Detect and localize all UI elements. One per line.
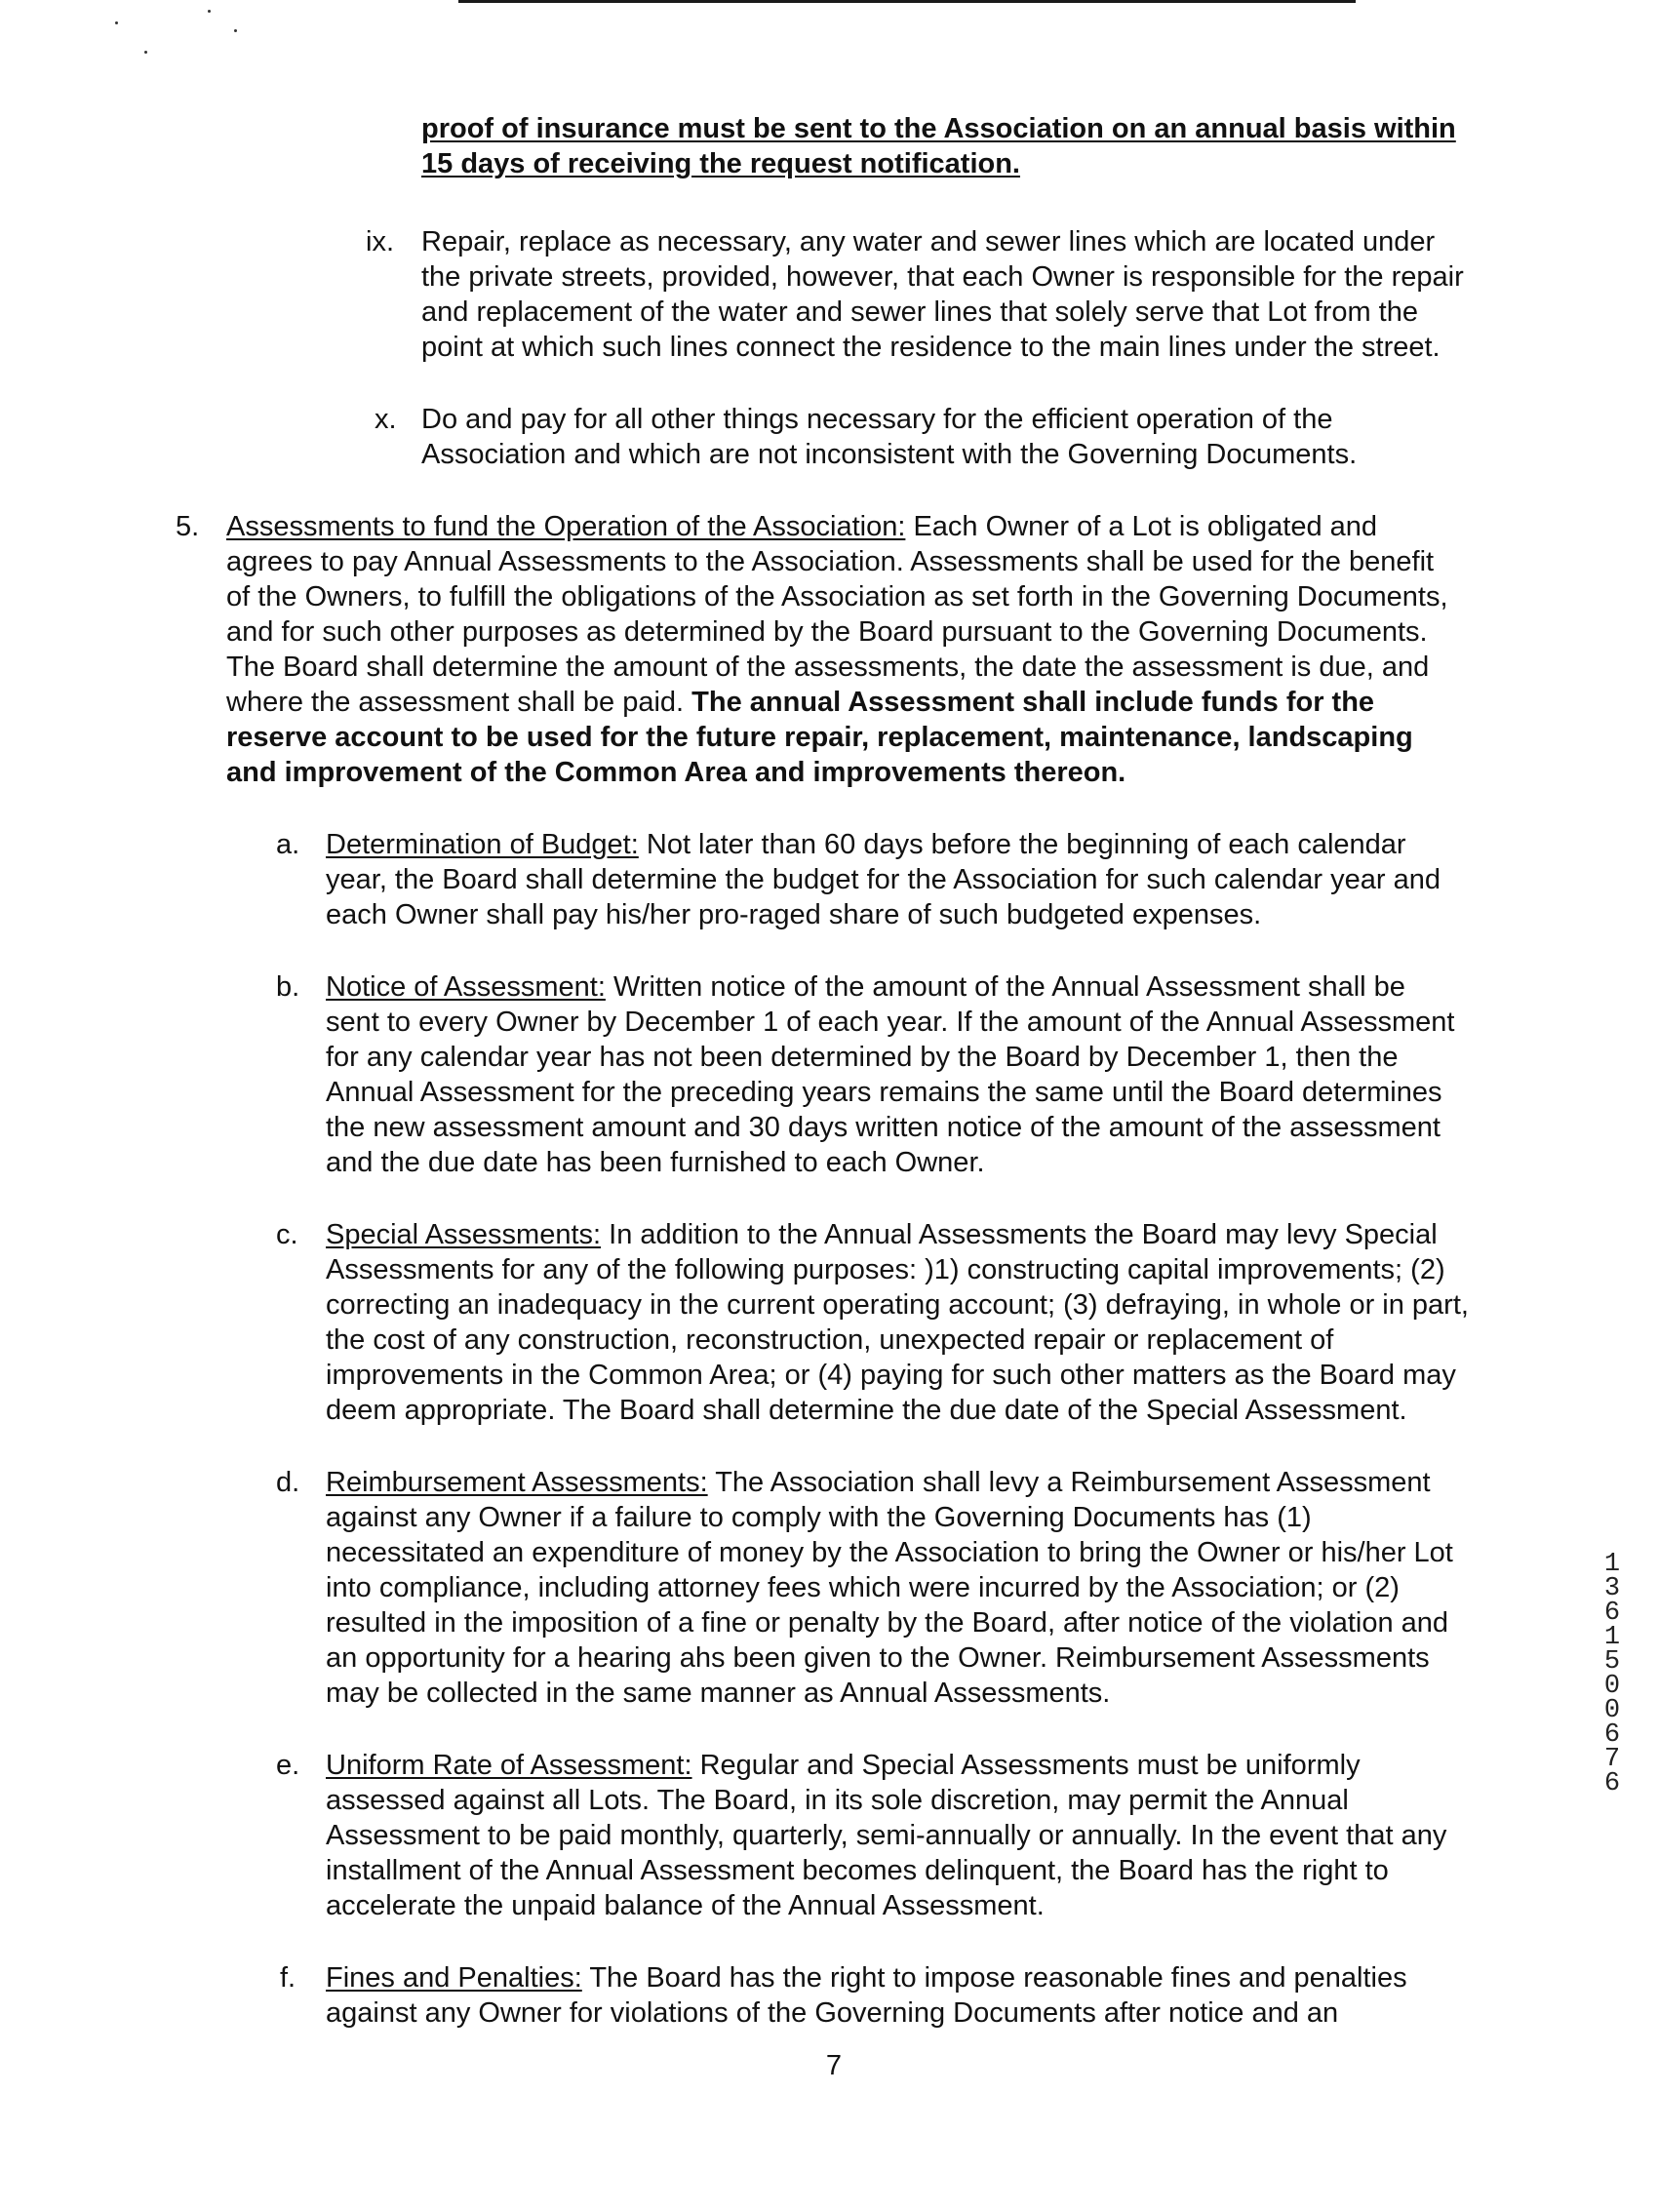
sub-c-marker: c. (276, 1219, 298, 1250)
sub-c-line: improvements in the Common Area; or (4) paying for such other matters as the Board may (326, 1360, 1456, 1391)
item-ix-line: Repair, replace as necessary, any water and sewer lines which are located under (421, 226, 1436, 257)
item-ix-line: and replacement of the water and sewer lines that solely serve that Lot from the (421, 296, 1418, 328)
section-5-line6-plain: where the assessment shall be paid. (226, 687, 692, 718)
scan-speck (234, 29, 237, 32)
item-x-line: Do and pay for all other things necessary for the efficient operation of the (421, 404, 1333, 435)
scan-speck (144, 51, 147, 54)
section-5-line: The Board shall determine the amount of the assessments, the date the assessment is due, and (226, 652, 1430, 683)
sub-e-line: installment of the Annual Assessment becomes delinquent, the Board has the right to (326, 1855, 1389, 1886)
sub-a-marker: a. (276, 829, 300, 860)
scan-speck (208, 10, 211, 13)
section-5-line: and for such other purposes as determined by the Board pursuant to the Governing Documents. (226, 616, 1428, 648)
sub-f-line1 (326, 1960, 1407, 1995)
sub-e-line: Assessment to be paid monthly, quarterly, semi-annually or annually. In the event that any (326, 1820, 1447, 1851)
sub-e-heading: Uniform Rate of Assessment: (326, 1750, 692, 1781)
section-5-bold-line: and improvement of the Common Area and improvements thereon. (226, 757, 1126, 788)
sub-f-marker: f. (280, 1962, 296, 1994)
sub-e-marker: e. (276, 1750, 300, 1781)
sub-c-line: deem appropriate. The Board shall determine the due date of the Special Assessment. (326, 1395, 1407, 1426)
sub-b-line1-rest: Written notice of the amount of the Annual Assessment shall be (605, 971, 1405, 1003)
sub-d-line1 (326, 1465, 1431, 1500)
sub-d-heading: Reimbursement Assessments: (326, 1467, 708, 1498)
sub-d-line: into compliance, including attorney fees which were incurred by the Association; or (2) (326, 1572, 1400, 1603)
sub-a-line1 (326, 827, 1406, 862)
sub-b-line: Annual Assessment for the preceding years remains the same until the Board determines (326, 1077, 1442, 1108)
item-ix-line: point at which such lines connect the residence to the main lines under the street. (421, 332, 1441, 363)
sub-d-line1-rest: The Association shall levy a Reimbursement Assessment (707, 1467, 1431, 1498)
insurance-line: 15 days of receiving the request notification. (421, 148, 1020, 179)
sub-e-line1 (326, 1748, 1361, 1783)
sub-d-line: an opportunity for a hearing ahs been given to the Owner. Reimbursement Assessments (326, 1642, 1430, 1674)
section-5-line: agrees to pay Annual Assessments to the Association. Assessments shall be used for the benefit (226, 546, 1435, 577)
sub-b-line: for any calendar year has not been determined by the Board by December 1, then the (326, 1042, 1399, 1073)
scan-speck (115, 21, 118, 24)
sub-f-line: against any Owner for violations of the Governing Documents after notice and an (326, 1997, 1339, 2029)
sub-f-heading: Fines and Penalties: (326, 1962, 582, 1994)
sub-a-line: year, the Board shall determine the budget for the Association for such calendar year and (326, 864, 1441, 895)
sub-d-line: resulted in the imposition of a fine or penalty by the Board, after notice of the violation and (326, 1607, 1449, 1639)
item-ix-line: the private streets, provided, however, that each Owner is responsible for the repair (421, 261, 1464, 293)
sub-e-line1-rest: Regular and Special Assessments must be uniformly (691, 1750, 1361, 1781)
recording-stamp: 1361500676 (1603, 1550, 1621, 1798)
sub-c-line: Assessments for any of the following purposes: )1) constructing capital improvements; (2) (326, 1254, 1445, 1285)
section-5-line6 (226, 685, 1374, 720)
sub-c-line: correcting an inadequacy in the current operating account; (3) defraying, in whole or in part, (326, 1289, 1469, 1321)
sub-c-line1-rest: In addition to the Annual Assessments the Board may levy Special (601, 1219, 1438, 1250)
sub-a-line: each Owner shall pay his/her pro-raged share of such budgeted expenses. (326, 899, 1262, 930)
sub-b-line: and the due date has been furnished to each Owner. (326, 1147, 985, 1178)
item-ix-marker: ix. (366, 226, 394, 257)
sub-d-line: may be collected in the same manner as Annual Assessments. (326, 1678, 1111, 1709)
insurance-line: proof of insurance must be sent to the Association on an annual basis within (421, 113, 1456, 144)
sub-e-line: assessed against all Lots. The Board, in its sole discretion, may permit the Annual (326, 1785, 1349, 1816)
item-x-line: Association and which are not inconsistent with the Governing Documents. (421, 439, 1358, 470)
sub-b-line: sent to every Owner by December 1 of each year. If the amount of the Annual Assessment (326, 1007, 1455, 1038)
item-x-marker: x. (375, 404, 397, 435)
sub-a-line1-rest: Not later than 60 days before the beginning of each calendar (638, 829, 1406, 860)
sub-c-line1 (326, 1217, 1438, 1252)
sub-b-heading: Notice of Assessment: (326, 971, 606, 1003)
sub-b-line1 (326, 969, 1405, 1005)
sub-d-marker: d. (276, 1467, 300, 1498)
sub-b-line: the new assessment amount and 30 days written notice of the amount of the assessment (326, 1112, 1441, 1143)
sub-a-heading: Determination of Budget: (326, 829, 639, 860)
sub-f-line1-rest: The Board has the right to impose reasonable fines and penalties (581, 1962, 1407, 1994)
section-5-marker: 5. (176, 511, 200, 542)
section-5-line6-bold: The annual Assessment shall include funds for the (691, 687, 1375, 718)
sub-d-line: against any Owner if a failure to comply with the Governing Documents has (1) (326, 1502, 1312, 1533)
top-edge-rule (458, 0, 1356, 3)
sub-c-line: the cost of any construction, reconstruction, unexpected repair or replacement of (326, 1324, 1334, 1356)
page-number: 7 (825, 2050, 843, 2081)
section-5-line1-rest: Each Owner of a Lot is obligated and (905, 511, 1378, 542)
sub-d-line: necessitated an expenditure of money by the Association to bring the Owner or his/her Lot (326, 1537, 1453, 1568)
sub-c-heading: Special Assessments: (326, 1219, 602, 1250)
sub-b-marker: b. (276, 971, 300, 1003)
section-5-bold-line: reserve account to be used for the future repair, replacement, maintenance, landscaping (226, 722, 1413, 753)
section-5-heading: Assessments to fund the Operation of the Association: (226, 511, 906, 542)
section-5-line: of the Owners, to fulfill the obligations of the Association as set forth in the Governing Documents, (226, 581, 1448, 612)
sub-e-line: accelerate the unpaid balance of the Annual Assessment. (326, 1890, 1045, 1921)
section-5-line1 (226, 509, 1377, 544)
